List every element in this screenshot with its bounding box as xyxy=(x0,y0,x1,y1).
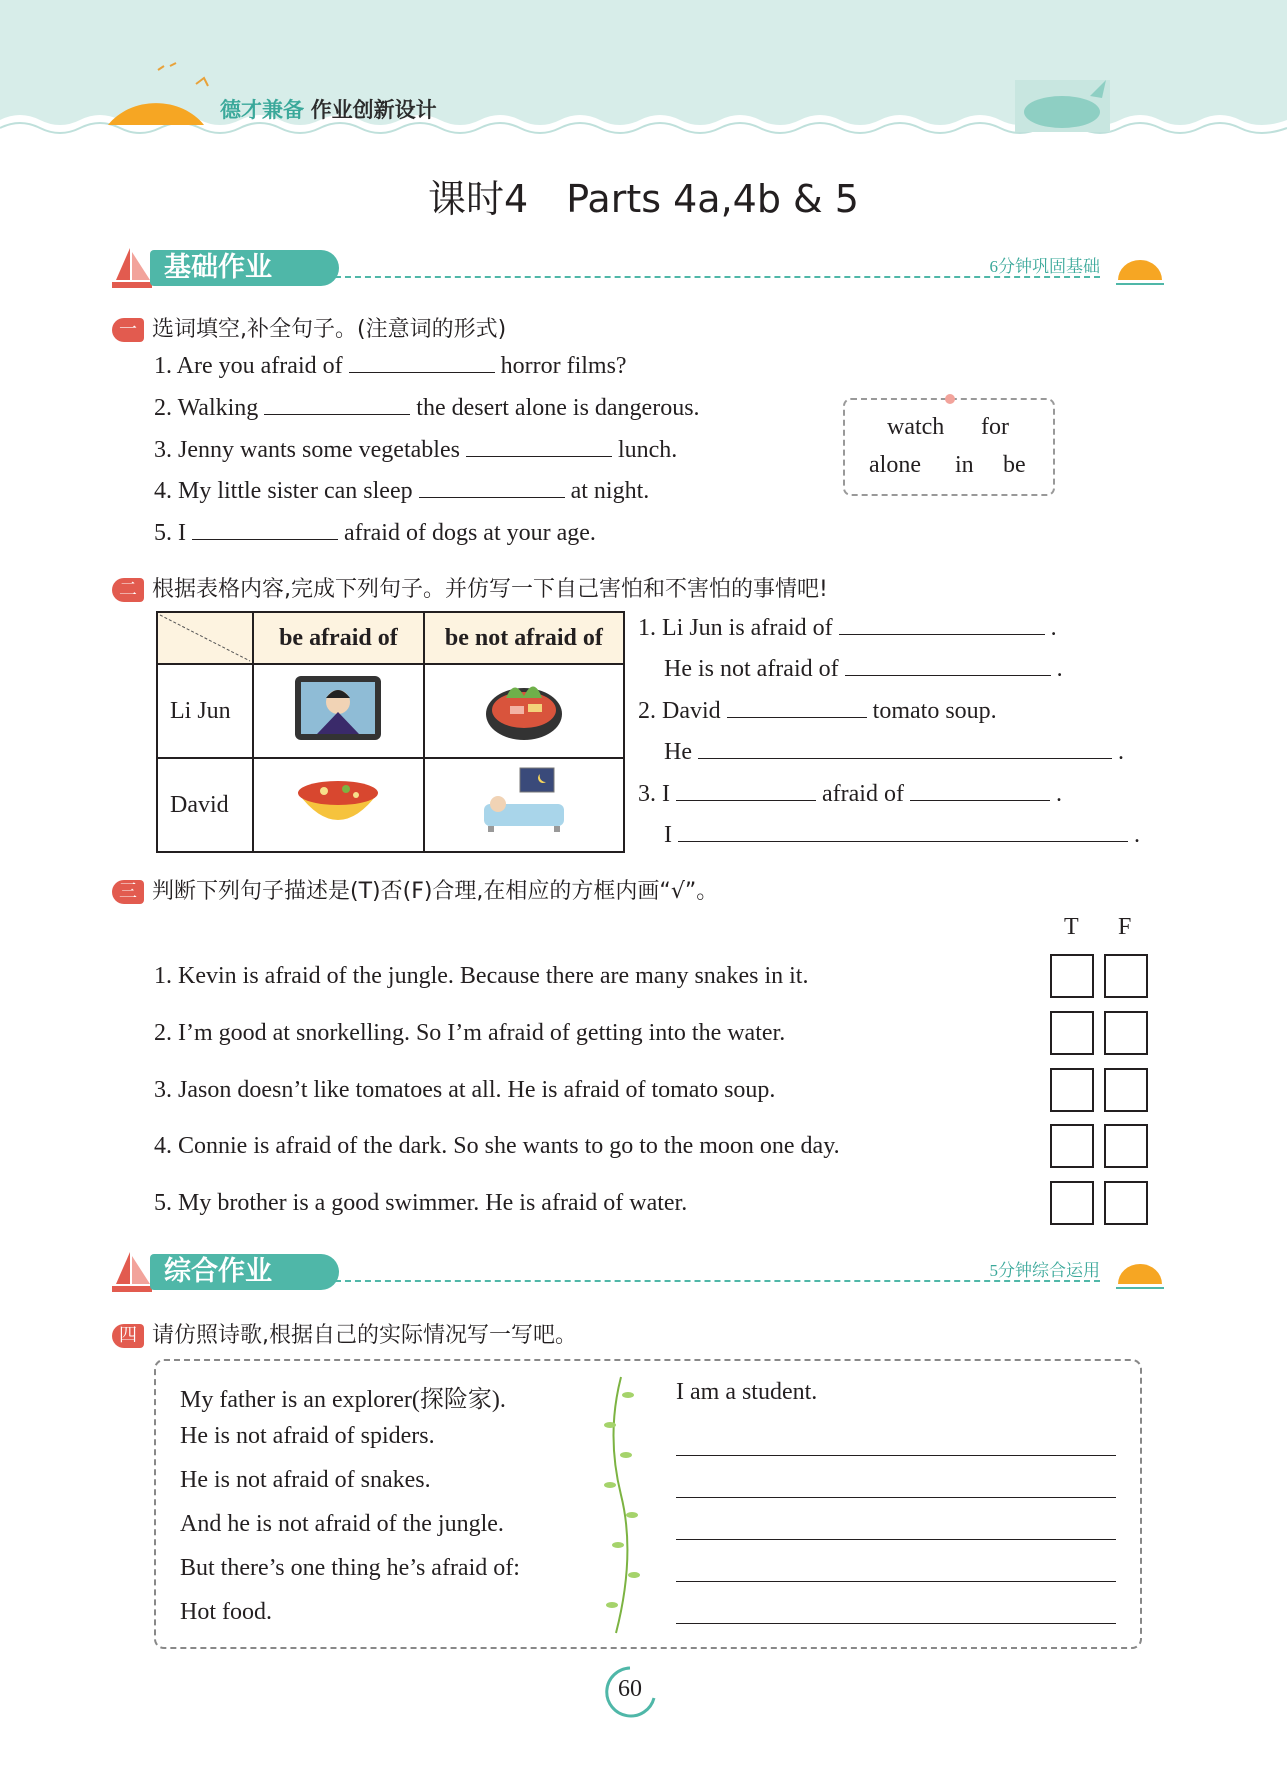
sailboat-icon xyxy=(110,1250,154,1294)
answer-blank[interactable] xyxy=(698,738,1112,759)
hotpot-icon xyxy=(480,668,568,748)
tf-row-2 xyxy=(1050,1011,1148,1060)
sleeping-boy-image xyxy=(424,758,624,852)
period-text: . xyxy=(1134,822,1140,848)
q1-item-text: 3. Jenny wants some vegetables xyxy=(154,437,460,463)
q1-item-4 xyxy=(154,477,649,505)
poem-line: He is not afraid of snakes. xyxy=(180,1467,431,1493)
q1-item-3 xyxy=(154,436,677,464)
q3-item-3: 3. Jason doesn’t like tomatoes at all. He is afraid of tomato soup. xyxy=(154,1077,776,1103)
hotpot-image xyxy=(424,664,624,758)
true-checkbox[interactable] xyxy=(1050,1124,1094,1168)
poem-line: Hot food. xyxy=(180,1599,272,1625)
sentence-text: 3. I xyxy=(638,781,670,807)
q4-instruction-text: 请仿照诗歌,根据自己的实际情况写一写吧。 xyxy=(152,1323,577,1348)
answer-blank[interactable] xyxy=(676,780,816,801)
col-header-not-afraid: be not afraid of xyxy=(424,612,624,664)
q1-item-text: 4. My little sister can sleep xyxy=(154,478,413,504)
q2-sentence-3b xyxy=(664,821,1140,849)
vampire-tv-image xyxy=(253,664,424,758)
q1-item-2 xyxy=(154,394,700,422)
poem-box xyxy=(154,1359,1142,1649)
tv-icon xyxy=(291,672,385,744)
wave-decoration xyxy=(0,0,1287,150)
period-text: . xyxy=(1117,739,1124,765)
q1-item-1 xyxy=(154,352,627,380)
q2-badge: 二 xyxy=(112,578,144,602)
answer-blank[interactable] xyxy=(839,614,1045,635)
section-divider xyxy=(325,1280,1100,1282)
q1-item-text: afraid of dogs at your age. xyxy=(344,520,596,546)
writing-line[interactable] xyxy=(676,1455,1116,1456)
q2-sentence-2b xyxy=(664,738,1124,766)
poem-start: I am a student. xyxy=(676,1379,818,1405)
writing-line[interactable] xyxy=(676,1623,1116,1624)
true-header: T xyxy=(1064,914,1079,940)
q1-item-text: 5. I xyxy=(154,520,186,546)
true-checkbox[interactable] xyxy=(1050,1068,1094,1112)
q3-instruction xyxy=(112,874,718,905)
row-label-david: David xyxy=(157,758,253,852)
sun-icon xyxy=(1110,1254,1170,1294)
q2-instruction xyxy=(112,572,828,603)
false-checkbox[interactable] xyxy=(1104,1011,1148,1055)
q1-item-5 xyxy=(154,519,596,547)
poem-line: But there’s one thing he’s afraid of: xyxy=(180,1555,520,1581)
q2-sentence-3a xyxy=(638,780,1062,808)
poem-line: My father is an explorer(探险家). xyxy=(180,1387,506,1413)
q3-item-1: 1. Kevin is afraid of the jungle. Because there are many snakes in it. xyxy=(154,963,809,989)
q1-item-text: at night. xyxy=(570,478,650,504)
sentence-text: tomato soup. xyxy=(872,698,997,724)
sentence-text: I xyxy=(664,822,672,848)
brand-green-text: 德才兼备 xyxy=(220,98,304,122)
q4-badge: 四 xyxy=(112,1324,144,1348)
false-checkbox[interactable] xyxy=(1104,954,1148,998)
poem-line: He is not afraid of spiders. xyxy=(180,1423,435,1449)
period-text: . xyxy=(1056,656,1063,682)
word-box xyxy=(843,398,1055,496)
section-banner-basic xyxy=(110,246,1170,290)
sentence-text: 1. Li Jun is afraid of xyxy=(638,615,833,641)
answer-blank[interactable] xyxy=(192,519,338,540)
q2-sentence-1a xyxy=(638,614,1057,642)
page-number: 60 xyxy=(618,1676,642,1702)
q3-item-2: 2. I’m good at snorkelling. So I’m afraid of getting into the water. xyxy=(154,1020,786,1046)
section-label: 基础作业 xyxy=(150,250,339,286)
answer-blank[interactable] xyxy=(845,655,1051,676)
true-checkbox[interactable] xyxy=(1050,954,1094,998)
q2-sentence-2a xyxy=(638,697,997,725)
q1-instruction-text: 选词填空,补全句子。(注意词的形式) xyxy=(152,317,507,342)
q3-instruction-text: 判断下列句子描述是(T)否(F)合理,在相应的方框内画“√”。 xyxy=(152,879,719,904)
false-header: F xyxy=(1118,914,1132,940)
q1-item-text: 2. Walking xyxy=(154,395,259,421)
sentence-text: He is not afraid of xyxy=(664,656,839,682)
answer-blank[interactable] xyxy=(419,477,565,498)
section-banner-comprehensive xyxy=(110,1250,1170,1294)
q1-item-text: lunch. xyxy=(617,437,678,463)
section-divider xyxy=(325,276,1100,278)
section-note: 6分钟巩固基础 xyxy=(989,257,1100,276)
sentence-text: 2. David xyxy=(638,698,721,724)
q2-instruction-text: 根据表格内容,完成下列句子。并仿写一下自己害怕和不害怕的事情吧! xyxy=(152,577,828,602)
sentence-text: afraid of xyxy=(822,781,904,807)
q1-badge: 一 xyxy=(112,318,144,342)
tf-row-4 xyxy=(1050,1124,1148,1173)
q1-item-text: horror films? xyxy=(500,353,627,379)
answer-blank[interactable] xyxy=(264,394,410,415)
answer-blank[interactable] xyxy=(727,697,867,718)
vine-icon xyxy=(596,1375,646,1635)
period-text: . xyxy=(1050,615,1057,641)
page-title: 课时4 Parts 4a,4b & 5 xyxy=(428,177,859,221)
sailboat-icon xyxy=(110,246,154,290)
q1-instruction xyxy=(112,312,506,343)
answer-blank[interactable] xyxy=(678,821,1128,842)
q4-instruction xyxy=(112,1318,577,1349)
brand-dark-text: 作业创新设计 xyxy=(310,98,437,122)
word-option: for xyxy=(981,414,1009,440)
false-checkbox[interactable] xyxy=(1104,1124,1148,1168)
tf-row-1 xyxy=(1050,954,1148,1003)
q3-item-4: 4. Connie is afraid of the dark. So she wants to go to the moon one day. xyxy=(154,1133,840,1159)
q1-item-text: 1. Are you afraid of xyxy=(154,353,343,379)
false-checkbox[interactable] xyxy=(1104,1068,1148,1112)
tf-row-5 xyxy=(1050,1181,1148,1230)
answer-blank[interactable] xyxy=(349,352,495,373)
writing-line[interactable] xyxy=(676,1497,1116,1498)
page-header xyxy=(0,0,1287,150)
section-note: 5分钟综合运用 xyxy=(989,1261,1100,1280)
diagonal-line xyxy=(158,613,252,663)
row-label-li-jun: Li Jun xyxy=(157,664,253,758)
section-label: 综合作业 xyxy=(150,1254,339,1290)
answer-blank[interactable] xyxy=(910,780,1050,801)
writing-line[interactable] xyxy=(676,1581,1116,1582)
sun-icon xyxy=(1110,250,1170,290)
writing-line[interactable] xyxy=(676,1539,1116,1540)
col-header-afraid: be afraid of xyxy=(253,612,424,664)
answer-blank[interactable] xyxy=(466,436,612,457)
true-checkbox[interactable] xyxy=(1050,1181,1094,1225)
q3-item-5: 5. My brother is a good swimmer. He is afraid of water. xyxy=(154,1190,688,1216)
afraid-table xyxy=(156,611,625,853)
tf-row-3 xyxy=(1050,1068,1148,1117)
soup-icon xyxy=(294,767,382,837)
q1-item-text: the desert alone is dangerous. xyxy=(416,395,700,421)
pin-icon xyxy=(945,394,955,404)
word-option: in xyxy=(955,452,974,478)
tomato-soup-image xyxy=(253,758,424,852)
word-option: be xyxy=(1003,452,1026,478)
true-checkbox[interactable] xyxy=(1050,1011,1094,1055)
word-option: alone xyxy=(869,452,921,478)
poem-line: And he is not afraid of the jungle. xyxy=(180,1511,504,1537)
q3-badge: 三 xyxy=(112,880,144,904)
table-corner xyxy=(157,612,253,664)
sentence-text: He xyxy=(664,739,692,765)
false-checkbox[interactable] xyxy=(1104,1181,1148,1225)
bed-night-icon xyxy=(480,764,568,840)
word-option: watch xyxy=(887,414,945,440)
period-text: . xyxy=(1055,781,1062,807)
q2-sentence-1b xyxy=(664,655,1063,683)
